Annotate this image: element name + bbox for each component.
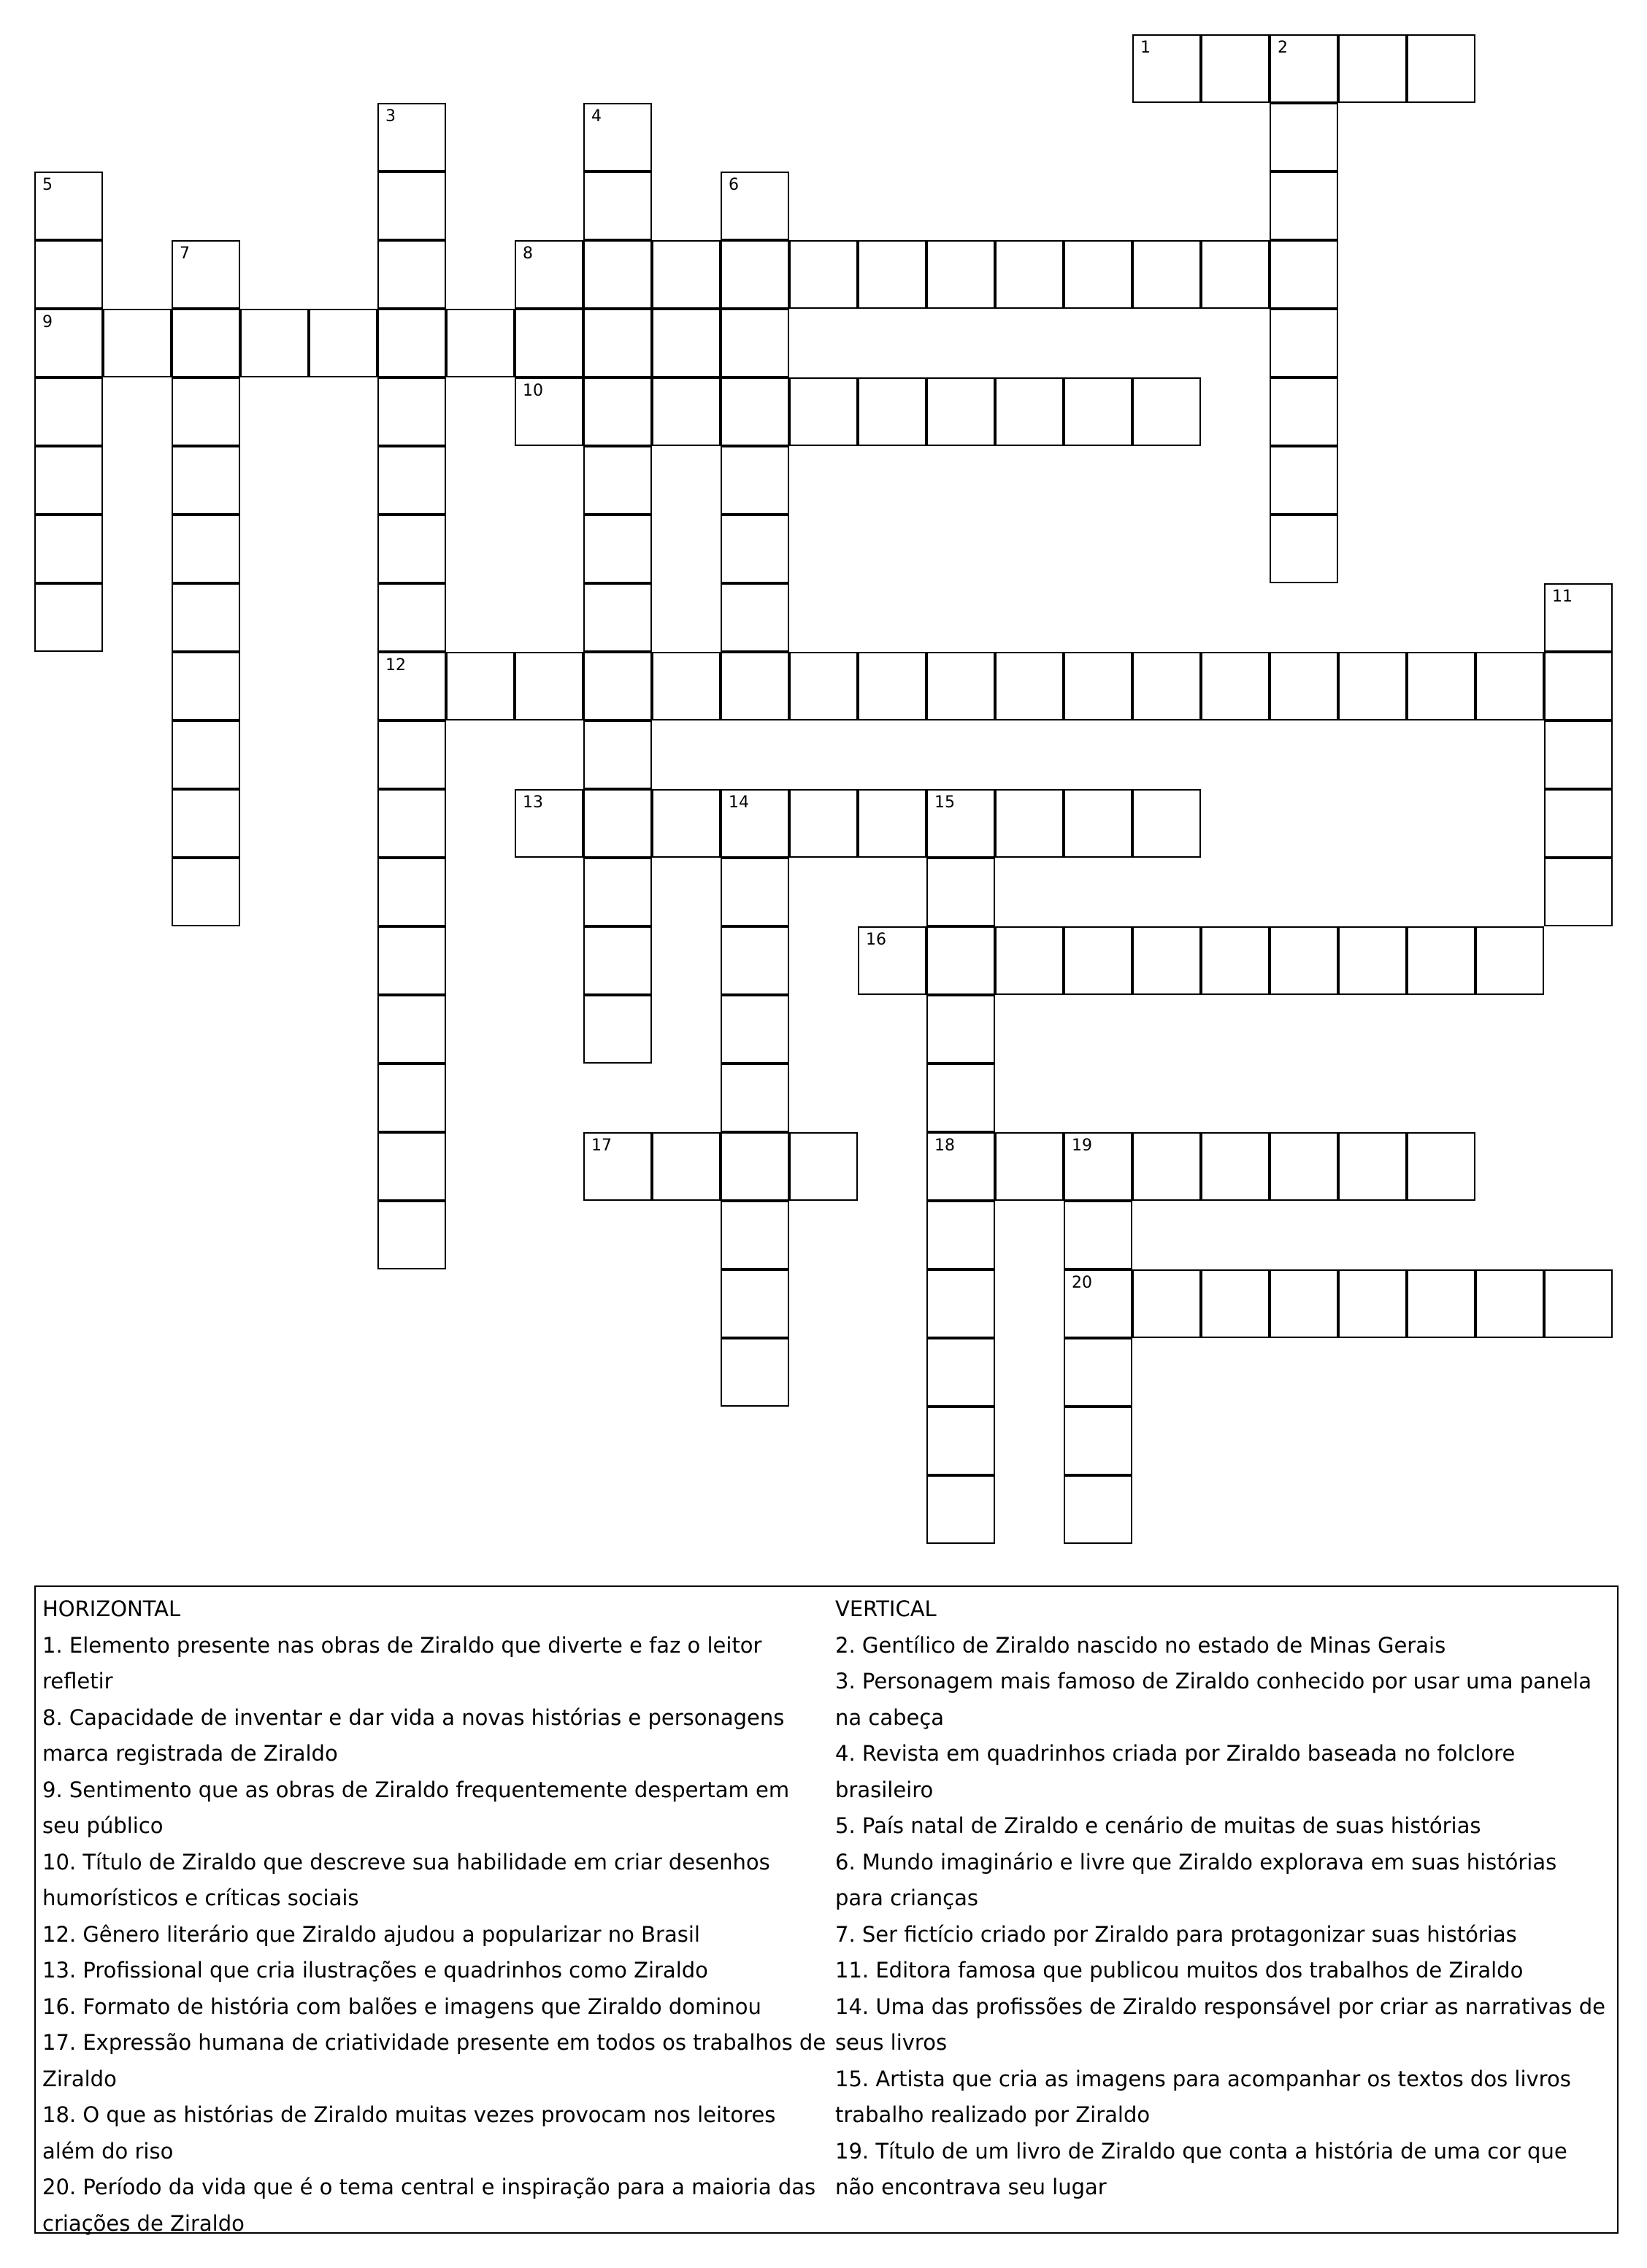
crossword-cell[interactable] [1544, 583, 1613, 652]
horizontal-clues [42, 1591, 831, 2242]
crossword-cell[interactable] [1544, 789, 1613, 858]
clue-down-7: 7. Ser fictício criado por Ziraldo para protagonizar suas histórias [835, 1921, 1517, 1947]
crossword-cell[interactable] [446, 652, 515, 720]
crossword-cell[interactable] [1407, 34, 1475, 103]
crossword-cell[interactable] [1407, 926, 1475, 995]
crossword-cell[interactable] [34, 583, 103, 652]
crossword-cell[interactable] [858, 652, 926, 720]
crossword-cell[interactable] [377, 446, 446, 515]
crossword-cell[interactable] [240, 309, 309, 377]
crossword-cell[interactable] [103, 309, 172, 377]
crossword-cell[interactable] [377, 926, 446, 995]
clue-number: 11 [1552, 588, 1573, 606]
crossword-cell[interactable] [1064, 1132, 1132, 1201]
crossword-cell[interactable] [1270, 1132, 1338, 1201]
crossword-cell[interactable] [1201, 240, 1270, 309]
crossword-cell[interactable] [789, 1132, 858, 1201]
crossword-cell[interactable] [1064, 1269, 1132, 1338]
crossword-cell[interactable] [1132, 1269, 1201, 1338]
clue-down-2: 2. Gentílico de Ziraldo nascido no estado de Minas Gerais [835, 1632, 1446, 1658]
crossword-cell[interactable] [926, 1064, 995, 1132]
crossword-cell[interactable] [583, 652, 652, 720]
clue-down-5: 5. País natal de Ziraldo e cenário de muitas de suas histórias [835, 1813, 1481, 1838]
clue-number: 5 [42, 176, 53, 194]
crossword-cell[interactable] [1475, 1269, 1544, 1338]
clue-down-6: 6. Mundo imaginário e livre que Ziraldo explorava em suas histórias para crianças [835, 1849, 1557, 1910]
crossword-cell[interactable] [789, 377, 858, 446]
clue-down-4: 4. Revista em quadrinhos criada por Ziraldo baseada no folclore brasileiro [835, 1741, 1516, 1802]
clue-number: 15 [934, 793, 955, 812]
crossword-cell[interactable] [1270, 377, 1338, 446]
crossword-cell[interactable] [652, 789, 721, 858]
crossword-cell[interactable] [583, 515, 652, 583]
crossword-cell[interactable] [1064, 926, 1132, 995]
clue-across-16: 16. Formato de história com balões e imagens que Ziraldo dominou [42, 1994, 761, 2019]
crossword-cell[interactable] [926, 995, 995, 1064]
crossword-cell[interactable] [583, 789, 652, 858]
crossword-cell[interactable] [1064, 1201, 1132, 1269]
crossword-cell[interactable] [1270, 446, 1338, 515]
crossword-cell[interactable] [1270, 515, 1338, 583]
crossword-cell[interactable] [926, 377, 995, 446]
clue-number: 8 [523, 245, 533, 263]
clue-number: 4 [591, 107, 602, 126]
crossword-cell[interactable] [652, 1132, 721, 1201]
crossword-cell[interactable] [583, 720, 652, 789]
crossword-cell[interactable] [1270, 103, 1338, 172]
crossword-cell[interactable] [1544, 652, 1613, 720]
crossword-cell[interactable] [1064, 240, 1132, 309]
crossword-cell[interactable] [995, 926, 1064, 995]
crossword-cell[interactable] [652, 652, 721, 720]
crossword-cell[interactable] [583, 240, 652, 309]
clue-across-10: 10. Título de Ziraldo que descreve sua habilidade em criar desenhos humorísticos e críticas sociais [42, 1849, 770, 1910]
clue-number: 6 [729, 176, 739, 194]
crossword-cell[interactable] [1270, 309, 1338, 377]
crossword-cell[interactable] [721, 583, 789, 652]
clue-across-17: 17. Expressão humana de criatividade presente em todos os trabalhos de Ziraldo [42, 2030, 826, 2091]
crossword-cell[interactable] [377, 309, 446, 377]
crossword-cell[interactable] [995, 240, 1064, 309]
crossword-cell[interactable] [377, 789, 446, 858]
crossword-cell[interactable] [377, 720, 446, 789]
crossword-cell[interactable] [1338, 926, 1407, 995]
crossword-cell[interactable] [377, 583, 446, 652]
crossword-cell[interactable] [1064, 1475, 1132, 1544]
crossword-cell[interactable] [1338, 1132, 1407, 1201]
crossword-cell[interactable] [34, 240, 103, 309]
crossword-cell[interactable] [789, 652, 858, 720]
crossword-cell[interactable] [995, 377, 1064, 446]
crossword-cell[interactable] [377, 172, 446, 240]
clue-across-20: 20. Período da vida que é o tema central e inspiração para a maioria das criações de Ziraldo [42, 2175, 816, 2236]
crossword-cell[interactable] [1064, 1338, 1132, 1407]
crossword-cell[interactable] [446, 309, 515, 377]
clue-number: 12 [385, 656, 406, 674]
crossword-cell[interactable] [652, 240, 721, 309]
crossword-cell[interactable] [1132, 789, 1201, 858]
crossword-cell[interactable] [515, 789, 583, 858]
crossword-cell[interactable] [1338, 1269, 1407, 1338]
crossword-cell[interactable] [789, 789, 858, 858]
crossword-cell[interactable] [789, 240, 858, 309]
crossword-cell[interactable] [721, 446, 789, 515]
crossword-cell[interactable] [583, 858, 652, 926]
clue-across-8: 8. Capacidade de inventar e dar vida a novas histórias e personagens marca registrada de Ziraldo [42, 1704, 785, 1766]
crossword-cell[interactable] [1407, 652, 1475, 720]
crossword-cell[interactable] [1201, 34, 1270, 103]
clue-number: 2 [1278, 39, 1288, 57]
crossword-cell[interactable] [377, 515, 446, 583]
crossword-cell[interactable] [926, 1407, 995, 1475]
crossword-cell[interactable] [34, 377, 103, 446]
crossword-cell[interactable] [1132, 34, 1201, 103]
clue-number: 18 [934, 1137, 955, 1155]
crossword-cell[interactable] [1270, 1269, 1338, 1338]
clue-number: 13 [523, 793, 543, 812]
crossword-cell[interactable] [1132, 926, 1201, 995]
crossword-cell[interactable] [926, 789, 995, 858]
crossword-cell[interactable] [1338, 652, 1407, 720]
crossword-cell[interactable] [172, 720, 240, 789]
clue-number: 9 [42, 313, 53, 331]
crossword-cell[interactable] [721, 652, 789, 720]
crossword-cell[interactable] [1544, 720, 1613, 789]
crossword-cell[interactable] [721, 377, 789, 446]
crossword-cell[interactable] [995, 1132, 1064, 1201]
crossword-cell[interactable] [995, 652, 1064, 720]
crossword-cell[interactable] [172, 515, 240, 583]
clue-number: 20 [1072, 1274, 1092, 1292]
clue-across-9: 9. Sentimento que as obras de Ziraldo frequentemente despertam em seu público [42, 1777, 790, 1838]
crossword-cell[interactable] [172, 583, 240, 652]
crossword-cell[interactable] [721, 926, 789, 995]
crossword-cell[interactable] [172, 240, 240, 309]
crossword-cell[interactable] [377, 652, 446, 720]
crossword-cell[interactable] [721, 858, 789, 926]
crossword-cell[interactable] [652, 309, 721, 377]
crossword-cell[interactable] [377, 1064, 446, 1132]
crossword-cell[interactable] [926, 1132, 995, 1201]
crossword-cell[interactable] [721, 995, 789, 1064]
clue-across-12: 12. Gênero literário que Ziraldo ajudou a popularizar no Brasil [42, 1921, 700, 1947]
clue-down-11: 11. Editora famosa que publicou muitos dos trabalhos de Ziraldo [835, 1958, 1524, 1983]
horizontal-title: HORIZONTAL [42, 1596, 181, 1621]
crossword-cell[interactable] [1201, 1269, 1270, 1338]
crossword-cell[interactable] [172, 309, 240, 377]
crossword-cell[interactable] [377, 995, 446, 1064]
clue-down-19: 19. Título de um livro de Ziraldo que conta a história de uma cor que não encontrava seu lugar [835, 2138, 1567, 2199]
crossword-cell[interactable] [926, 1269, 995, 1338]
crossword-cell[interactable] [172, 446, 240, 515]
crossword-cell[interactable] [583, 309, 652, 377]
crossword-cell[interactable] [1064, 1407, 1132, 1475]
crossword-cell[interactable] [721, 1064, 789, 1132]
crossword-cell[interactable] [926, 1201, 995, 1269]
crossword-cell[interactable] [583, 583, 652, 652]
crossword-cell[interactable] [583, 377, 652, 446]
clue-number: 17 [591, 1137, 612, 1155]
clue-number: 3 [385, 107, 396, 126]
crossword-cell[interactable] [1475, 652, 1544, 720]
crossword-cell[interactable] [858, 789, 926, 858]
crossword-cell[interactable] [377, 1132, 446, 1201]
crossword-cell[interactable] [926, 652, 995, 720]
crossword-cell[interactable] [1544, 858, 1613, 926]
crossword-cell[interactable] [583, 995, 652, 1064]
crossword-cell[interactable] [1064, 652, 1132, 720]
crossword-cell[interactable] [721, 1269, 789, 1338]
crossword-cell[interactable] [926, 1475, 995, 1544]
crossword-cell[interactable] [995, 789, 1064, 858]
clues-box [34, 1585, 1619, 2234]
crossword-cell[interactable] [1132, 652, 1201, 720]
crossword-cell[interactable] [1475, 926, 1544, 995]
crossword-cell[interactable] [515, 240, 583, 309]
crossword-cell[interactable] [721, 240, 789, 309]
crossword-cell[interactable] [926, 858, 995, 926]
crossword-cell[interactable] [926, 926, 995, 995]
crossword-cell[interactable] [1132, 1132, 1201, 1201]
crossword-cell[interactable] [583, 172, 652, 240]
crossword-cell[interactable] [1270, 34, 1338, 103]
crossword-cell[interactable] [172, 377, 240, 446]
crossword-cell[interactable] [1270, 926, 1338, 995]
clue-across-13: 13. Profissional que cria ilustrações e quadrinhos como Ziraldo [42, 1958, 708, 1983]
clue-number: 10 [523, 382, 543, 400]
crossword-cell[interactable] [583, 926, 652, 995]
crossword-cell[interactable] [858, 377, 926, 446]
clue-number: 19 [1072, 1137, 1092, 1155]
crossword-cell[interactable] [34, 515, 103, 583]
crossword-cell[interactable] [1270, 652, 1338, 720]
clue-across-1: 1. Elemento presente nas obras de Ziraldo que diverte e faz o leitor refletir [42, 1632, 762, 1694]
crossword-cell[interactable] [1064, 377, 1132, 446]
crossword-cell[interactable] [34, 309, 103, 377]
crossword-cell[interactable] [515, 652, 583, 720]
crossword-cell[interactable] [1064, 789, 1132, 858]
crossword-cell[interactable] [583, 446, 652, 515]
clue-down-15: 15. Artista que cria as imagens para acompanhar os textos dos livros trabalho realizado por Ziraldo [835, 2066, 1571, 2127]
crossword-cell[interactable] [652, 377, 721, 446]
crossword-cell[interactable] [1270, 172, 1338, 240]
crossword-cell[interactable] [172, 652, 240, 720]
clue-across-18: 18. O que as histórias de Ziraldo muitas vezes provocam nos leitores além do riso [42, 2102, 776, 2164]
crossword-cell[interactable] [377, 377, 446, 446]
crossword-cell[interactable] [172, 789, 240, 858]
crossword-cell[interactable] [1338, 34, 1407, 103]
crossword-cell[interactable] [858, 926, 926, 995]
crossword-cell[interactable] [1201, 926, 1270, 995]
clue-down-3: 3. Personagem mais famoso de Ziraldo conhecido por usar uma panela na cabeça [835, 1669, 1592, 1730]
crossword-cell[interactable] [515, 377, 583, 446]
crossword-cell[interactable] [858, 240, 926, 309]
clue-down-14: 14. Uma das profissões de Ziraldo responsável por criar as narrativas de seus livros [835, 1994, 1606, 2055]
crossword-cell[interactable] [721, 515, 789, 583]
crossword-cell[interactable] [1132, 377, 1201, 446]
crossword-cell[interactable] [377, 240, 446, 309]
crossword-cell[interactable] [1407, 1132, 1475, 1201]
crossword-cell[interactable] [377, 103, 446, 172]
crossword-cell[interactable] [515, 309, 583, 377]
crossword-cell[interactable] [721, 1201, 789, 1269]
clue-number: 16 [866, 931, 886, 949]
clue-number: 1 [1140, 39, 1151, 57]
crossword-cell[interactable] [34, 446, 103, 515]
crossword-cell[interactable] [1544, 1269, 1613, 1338]
crossword-cell[interactable] [309, 309, 377, 377]
crossword-cell[interactable] [721, 309, 789, 377]
vertical-clues [835, 1591, 1609, 2206]
crossword-cell[interactable] [721, 789, 789, 858]
crossword-cell[interactable] [583, 1132, 652, 1201]
crossword-cell[interactable] [721, 1132, 789, 1201]
clue-number: 7 [180, 245, 190, 263]
crossword-cell[interactable] [34, 172, 103, 240]
crossword-cell[interactable] [377, 1201, 446, 1269]
crossword-cell[interactable] [721, 172, 789, 240]
clue-number: 14 [729, 793, 749, 812]
crossword-cell[interactable] [926, 1338, 995, 1407]
crossword-cell[interactable] [1201, 1132, 1270, 1201]
crossword-cell[interactable] [172, 858, 240, 926]
crossword-cell[interactable] [721, 1338, 789, 1407]
crossword-cell[interactable] [926, 240, 995, 309]
crossword-cell[interactable] [1270, 240, 1338, 309]
crossword-cell[interactable] [377, 858, 446, 926]
crossword-cell[interactable] [1201, 652, 1270, 720]
vertical-title: VERTICAL [835, 1596, 937, 1621]
crossword-cell[interactable] [1132, 240, 1201, 309]
crossword-cell[interactable] [583, 103, 652, 172]
crossword-cell[interactable] [1407, 1269, 1475, 1338]
